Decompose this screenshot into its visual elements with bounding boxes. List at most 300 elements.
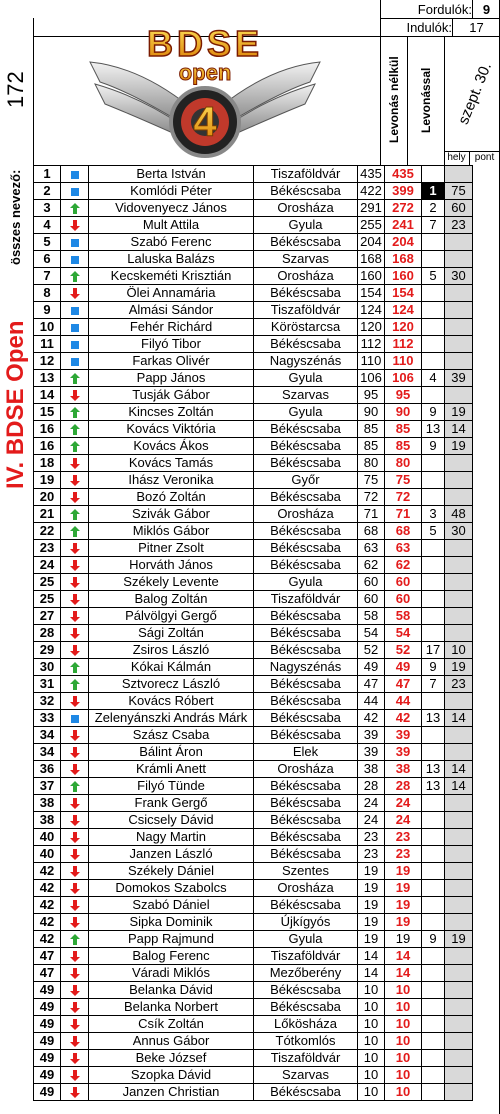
rank-cell: 47 — [34, 965, 61, 982]
round-points — [445, 336, 473, 353]
round-place: 13 — [422, 778, 445, 795]
rank-cell: 7 — [34, 268, 61, 285]
round-place: 5 — [422, 268, 445, 285]
arrow-down-icon — [61, 387, 89, 404]
round-place: 5 — [422, 523, 445, 540]
col-nolev-header: Levonás nélkül — [387, 56, 401, 144]
round-points — [445, 251, 473, 268]
player-name: Csicsely Dávid — [89, 812, 254, 829]
player-city: Békéscsaba — [254, 812, 358, 829]
total-count: 172 — [3, 71, 28, 109]
arrow-up-icon — [61, 931, 89, 948]
score-without-deduction: 14 — [358, 965, 385, 982]
player-name: Krámli Anett — [89, 761, 254, 778]
table-row — [34, 302, 473, 319]
score-with-deduction: 23 — [385, 846, 422, 863]
round-points — [445, 625, 473, 642]
round-place: 2 — [422, 200, 445, 217]
table-row — [34, 574, 473, 591]
table-row — [34, 455, 473, 472]
player-city: Békéscsaba — [254, 710, 358, 727]
score-without-deduction: 120 — [358, 319, 385, 336]
player-name: Kovács Róbert — [89, 693, 254, 710]
round-points: 75 — [445, 183, 473, 200]
player-city: Békéscsaba — [254, 540, 358, 557]
player-name: Belanka Dávid — [89, 982, 254, 999]
player-city: Békéscsaba — [254, 557, 358, 574]
table-row — [34, 421, 473, 438]
logo-number: 4 — [193, 98, 217, 145]
score-without-deduction: 28 — [358, 778, 385, 795]
player-city: Nagyszénás — [254, 659, 358, 676]
square-icon — [61, 336, 89, 353]
round-place — [422, 608, 445, 625]
round-place — [422, 693, 445, 710]
player-name: Mult Attila — [89, 217, 254, 234]
round-points: 10 — [445, 642, 473, 659]
rank-cell: 21 — [34, 506, 61, 523]
round-points — [445, 948, 473, 965]
score-with-deduction: 435 — [385, 166, 422, 183]
rank-cell: 30 — [34, 659, 61, 676]
table-row — [34, 370, 473, 387]
player-city: Békéscsaba — [254, 795, 358, 812]
arrow-down-icon — [61, 880, 89, 897]
round-points — [445, 540, 473, 557]
table-row — [34, 608, 473, 625]
score-with-deduction: 10 — [385, 1033, 422, 1050]
player-city: Gyula — [254, 931, 358, 948]
player-name: Szabó Dániel — [89, 897, 254, 914]
score-without-deduction: 24 — [358, 795, 385, 812]
table-row — [34, 251, 473, 268]
round-place — [422, 166, 445, 183]
round-place — [422, 540, 445, 557]
player-name: Kovács Tamás — [89, 455, 254, 472]
score-without-deduction: 68 — [358, 523, 385, 540]
player-city: Tiszaföldvár — [254, 948, 358, 965]
score-without-deduction: 80 — [358, 455, 385, 472]
round-points — [445, 1067, 473, 1084]
player-city: Gyula — [254, 370, 358, 387]
player-city: Gyula — [254, 404, 358, 421]
arrow-down-icon — [61, 557, 89, 574]
ranking-table — [33, 165, 473, 1101]
rank-cell: 14 — [34, 387, 61, 404]
round-points: 14 — [445, 710, 473, 727]
player-name: Sági Zoltán — [89, 625, 254, 642]
arrow-down-icon — [61, 642, 89, 659]
round-place — [422, 472, 445, 489]
table-row — [34, 200, 473, 217]
rank-cell: 40 — [34, 846, 61, 863]
player-name: Zsiros László — [89, 642, 254, 659]
round-points: 19 — [445, 659, 473, 676]
table-row — [34, 1067, 473, 1084]
table-row — [34, 642, 473, 659]
rank-cell: 49 — [34, 999, 61, 1016]
score-without-deduction: 60 — [358, 591, 385, 608]
rank-cell: 40 — [34, 829, 61, 846]
rank-cell: 8 — [34, 285, 61, 302]
round-place — [422, 1084, 445, 1101]
table-row — [34, 948, 473, 965]
round-place — [422, 387, 445, 404]
arrow-up-icon — [61, 200, 89, 217]
score-without-deduction: 154 — [358, 285, 385, 302]
player-name: Zelenyánszki András Márk — [89, 710, 254, 727]
player-name: Ihász Veronika — [89, 472, 254, 489]
rank-cell: 4 — [34, 217, 61, 234]
player-city: Békéscsaba — [254, 846, 358, 863]
round-place — [422, 1033, 445, 1050]
rank-cell: 42 — [34, 914, 61, 931]
round-points: 19 — [445, 404, 473, 421]
score-without-deduction: 160 — [358, 268, 385, 285]
round-place — [422, 336, 445, 353]
rank-cell: 18 — [34, 455, 61, 472]
player-name: Komlódi Péter — [89, 183, 254, 200]
round-place — [422, 1016, 445, 1033]
player-name: Vidovenyecz János — [89, 200, 254, 217]
rank-cell: 42 — [34, 897, 61, 914]
rank-cell: 27 — [34, 608, 61, 625]
player-name: Horváth János — [89, 557, 254, 574]
player-city: Orosháza — [254, 268, 358, 285]
player-city: Békéscsaba — [254, 778, 358, 795]
table-row — [34, 812, 473, 829]
square-icon — [61, 183, 89, 200]
event-title: IV. BDSE Open — [2, 320, 29, 490]
bdse-open-logo — [80, 22, 330, 162]
score-without-deduction: 54 — [358, 625, 385, 642]
rank-cell: 22 — [34, 523, 61, 540]
arrow-down-icon — [61, 948, 89, 965]
rank-cell: 24 — [34, 557, 61, 574]
round-points: 48 — [445, 506, 473, 523]
table-row — [34, 880, 473, 897]
round-points: 14 — [445, 421, 473, 438]
score-with-deduction: 10 — [385, 1016, 422, 1033]
player-name: Bozó Zoltán — [89, 489, 254, 506]
table-row — [34, 353, 473, 370]
round-points — [445, 472, 473, 489]
rank-cell: 23 — [34, 540, 61, 557]
round-points — [445, 353, 473, 370]
round-place: 9 — [422, 404, 445, 421]
round-place — [422, 574, 445, 591]
score-with-deduction: 85 — [385, 438, 422, 455]
player-name: Frank Gergő — [89, 795, 254, 812]
score-with-deduction: 60 — [385, 574, 422, 591]
score-without-deduction: 19 — [358, 931, 385, 948]
rank-cell: 33 — [34, 710, 61, 727]
arrow-down-icon — [61, 727, 89, 744]
round-place — [422, 1050, 445, 1067]
round-points: 14 — [445, 761, 473, 778]
round-points — [445, 982, 473, 999]
rank-cell: 9 — [34, 302, 61, 319]
round-place: 13 — [422, 710, 445, 727]
player-name: Kókai Kálmán — [89, 659, 254, 676]
score-without-deduction: 60 — [358, 574, 385, 591]
round-points — [445, 1084, 473, 1101]
score-with-deduction: 68 — [385, 523, 422, 540]
score-without-deduction: 47 — [358, 676, 385, 693]
round-place: 1 — [422, 183, 445, 200]
round-points: 19 — [445, 438, 473, 455]
player-city: Szarvas — [254, 387, 358, 404]
round-points: 30 — [445, 523, 473, 540]
arrow-down-icon — [61, 863, 89, 880]
round-points — [445, 302, 473, 319]
table-row — [34, 166, 473, 183]
rank-cell: 47 — [34, 948, 61, 965]
arrow-up-icon — [61, 676, 89, 693]
arrow-down-icon — [61, 795, 89, 812]
score-without-deduction: 435 — [358, 166, 385, 183]
round-points — [445, 234, 473, 251]
round-place: 13 — [422, 421, 445, 438]
round-points: 14 — [445, 778, 473, 795]
player-city: Békéscsaba — [254, 336, 358, 353]
score-without-deduction: 90 — [358, 404, 385, 421]
score-without-deduction: 23 — [358, 829, 385, 846]
table-row — [34, 557, 473, 574]
arrow-down-icon — [61, 608, 89, 625]
player-name: Belanka Norbert — [89, 999, 254, 1016]
round-points — [445, 166, 473, 183]
player-name: Beke József — [89, 1050, 254, 1067]
round-points — [445, 965, 473, 982]
player-city: Békéscsaba — [254, 693, 358, 710]
round-place — [422, 897, 445, 914]
table-row — [34, 659, 473, 676]
score-without-deduction: 52 — [358, 642, 385, 659]
rank-cell: 37 — [34, 778, 61, 795]
score-with-deduction: 28 — [385, 778, 422, 795]
round-place: 7 — [422, 676, 445, 693]
round-place: 3 — [422, 506, 445, 523]
round-place: 13 — [422, 761, 445, 778]
table-row — [34, 1084, 473, 1101]
round-place — [422, 795, 445, 812]
score-with-deduction: 80 — [385, 455, 422, 472]
player-city: Békéscsaba — [254, 625, 358, 642]
table-row — [34, 1033, 473, 1050]
score-with-deduction: 42 — [385, 710, 422, 727]
player-name: Bálint Áron — [89, 744, 254, 761]
rank-cell: 11 — [34, 336, 61, 353]
arrow-down-icon — [61, 744, 89, 761]
player-name: Balog Zoltán — [89, 591, 254, 608]
player-name: Tusják Gábor — [89, 387, 254, 404]
score-with-deduction: 24 — [385, 795, 422, 812]
rank-cell: 34 — [34, 744, 61, 761]
round-points — [445, 693, 473, 710]
score-without-deduction: 19 — [358, 897, 385, 914]
player-name: Pálvölgyi Gergő — [89, 608, 254, 625]
round-place: 7 — [422, 217, 445, 234]
rank-cell: 12 — [34, 353, 61, 370]
table-row — [34, 710, 473, 727]
table-row — [34, 268, 473, 285]
square-icon — [61, 710, 89, 727]
round-points — [445, 897, 473, 914]
round-place — [422, 234, 445, 251]
rank-cell: 10 — [34, 319, 61, 336]
round-points — [445, 727, 473, 744]
round-place: 9 — [422, 438, 445, 455]
table-row — [34, 319, 473, 336]
score-without-deduction: 19 — [358, 880, 385, 897]
score-without-deduction: 168 — [358, 251, 385, 268]
arrow-up-icon — [61, 404, 89, 421]
arrow-up-icon — [61, 438, 89, 455]
player-city: Békéscsaba — [254, 897, 358, 914]
player-city: Győr — [254, 472, 358, 489]
round-points — [445, 863, 473, 880]
player-city: Szarvas — [254, 251, 358, 268]
round-points — [445, 455, 473, 472]
score-without-deduction: 110 — [358, 353, 385, 370]
player-name: Fehér Richárd — [89, 319, 254, 336]
square-icon — [61, 251, 89, 268]
table-row — [34, 914, 473, 931]
round-points — [445, 999, 473, 1016]
player-city: Köröstarcsa — [254, 319, 358, 336]
score-without-deduction: 10 — [358, 1067, 385, 1084]
score-with-deduction: 10 — [385, 982, 422, 999]
indulok-label: Indulók: — [406, 20, 452, 35]
player-city: Szentes — [254, 863, 358, 880]
col-hely-header: hely — [447, 152, 466, 163]
rank-cell: 31 — [34, 676, 61, 693]
score-with-deduction: 204 — [385, 234, 422, 251]
score-with-deduction: 52 — [385, 642, 422, 659]
arrow-down-icon — [61, 1033, 89, 1050]
score-with-deduction: 72 — [385, 489, 422, 506]
player-city: Békéscsaba — [254, 523, 358, 540]
rank-cell: 34 — [34, 727, 61, 744]
score-with-deduction: 85 — [385, 421, 422, 438]
player-city: Lőkösháza — [254, 1016, 358, 1033]
arrow-down-icon — [61, 982, 89, 999]
score-without-deduction: 24 — [358, 812, 385, 829]
arrow-down-icon — [61, 217, 89, 234]
table-row — [34, 693, 473, 710]
rank-cell: 42 — [34, 863, 61, 880]
round-place — [422, 982, 445, 999]
rank-cell: 29 — [34, 642, 61, 659]
rank-cell: 16 — [34, 421, 61, 438]
score-with-deduction: 10 — [385, 999, 422, 1016]
round-points: 23 — [445, 217, 473, 234]
round-place — [422, 285, 445, 302]
arrow-up-icon — [61, 659, 89, 676]
side-label: összes nevező: — [8, 169, 23, 265]
round-points: 19 — [445, 931, 473, 948]
score-without-deduction: 39 — [358, 727, 385, 744]
round-points: 39 — [445, 370, 473, 387]
table-row — [34, 982, 473, 999]
round-points — [445, 285, 473, 302]
round-place — [422, 829, 445, 846]
player-name: Szász Csaba — [89, 727, 254, 744]
score-with-deduction: 160 — [385, 268, 422, 285]
player-city: Orosháza — [254, 880, 358, 897]
round-place — [422, 880, 445, 897]
score-without-deduction: 23 — [358, 846, 385, 863]
score-with-deduction: 44 — [385, 693, 422, 710]
round-points — [445, 880, 473, 897]
arrow-up-icon — [61, 370, 89, 387]
rank-cell: 36 — [34, 761, 61, 778]
player-name: Szabó Ferenc — [89, 234, 254, 251]
score-with-deduction: 19 — [385, 897, 422, 914]
score-without-deduction: 44 — [358, 693, 385, 710]
arrow-up-icon — [61, 421, 89, 438]
rank-cell: 32 — [34, 693, 61, 710]
round-place — [422, 251, 445, 268]
score-with-deduction: 39 — [385, 727, 422, 744]
player-name: Csík Zoltán — [89, 1016, 254, 1033]
score-with-deduction: 14 — [385, 948, 422, 965]
square-icon — [61, 234, 89, 251]
rank-cell: 13 — [34, 370, 61, 387]
table-row — [34, 217, 473, 234]
table-row — [34, 625, 473, 642]
score-without-deduction: 124 — [358, 302, 385, 319]
player-city: Gyula — [254, 217, 358, 234]
indulok-value: 17 — [469, 20, 484, 35]
player-name: Kovács Viktória — [89, 421, 254, 438]
player-city: Nagyszénás — [254, 353, 358, 370]
table-row — [34, 744, 473, 761]
round-place: 9 — [422, 659, 445, 676]
player-name: Sztvorecz László — [89, 676, 254, 693]
score-with-deduction: 120 — [385, 319, 422, 336]
table-row — [34, 676, 473, 693]
arrow-down-icon — [61, 455, 89, 472]
player-city: Mezőberény — [254, 965, 358, 982]
score-with-deduction: 71 — [385, 506, 422, 523]
score-without-deduction: 39 — [358, 744, 385, 761]
round-points — [445, 829, 473, 846]
round-points — [445, 914, 473, 931]
square-icon — [61, 319, 89, 336]
round-place — [422, 914, 445, 931]
col-pont-header: pont — [474, 152, 495, 163]
score-with-deduction: 58 — [385, 608, 422, 625]
score-without-deduction: 255 — [358, 217, 385, 234]
player-city: Békéscsaba — [254, 285, 358, 302]
score-without-deduction: 58 — [358, 608, 385, 625]
player-city: Orosháza — [254, 761, 358, 778]
round-place — [422, 948, 445, 965]
square-icon — [61, 166, 89, 183]
rank-cell: 28 — [34, 625, 61, 642]
col-date-header: szept. 30. — [454, 60, 496, 127]
player-name: Kecskeméti Krisztián — [89, 268, 254, 285]
fordulok-label: Fordulók: — [417, 2, 472, 17]
round-points: 23 — [445, 676, 473, 693]
round-place — [422, 999, 445, 1016]
player-city: Tiszaföldvár — [254, 1050, 358, 1067]
arrow-down-icon — [61, 965, 89, 982]
round-place — [422, 302, 445, 319]
score-without-deduction: 10 — [358, 982, 385, 999]
